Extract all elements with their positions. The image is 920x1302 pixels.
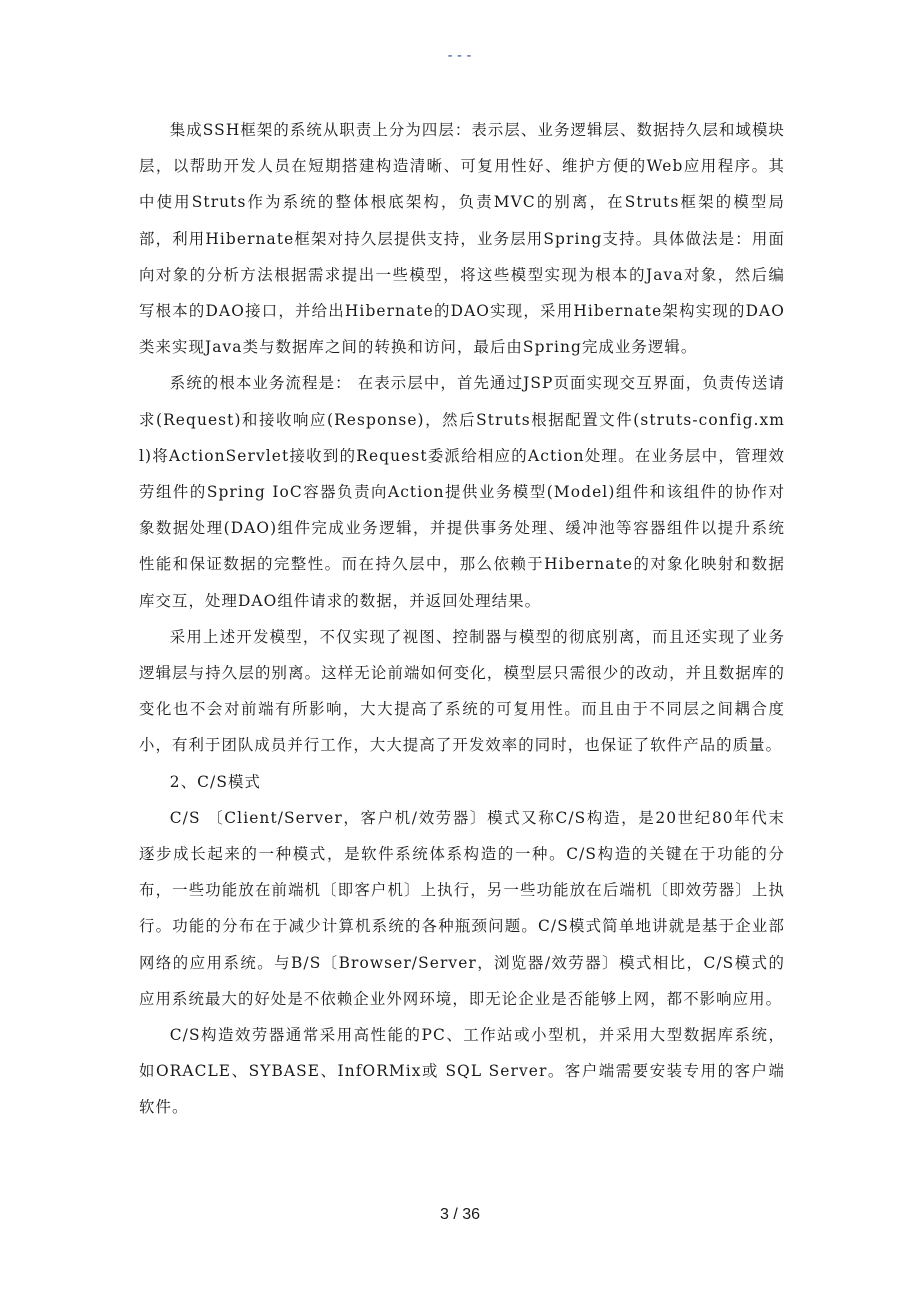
document-body: [139, 112, 785, 1126]
section-heading-cs-mode: 2、C/S模式: [169, 772, 261, 791]
paragraph-development-model: 采用上述开发模型，不仅实现了视图、控制器与模型的彻底别离，而且还实现了业务逻辑层与持久层的别离。这样无论前端如何变化，模型层只需很少的改动，并且数据库的变化也不会对前端有所影响，大大提高了系统的可复用性。而且由于不同层之间耦合度小，有利于团队成员并行工作，大大提高了开发效率的同时，也保证了软件产品的质量。: [139, 627, 785, 755]
paragraph-cs-server: C/S构造效劳器通常采用高性能的PC、工作站或小型机，并采用大型数据库系统，如ORACLE、SYBASE、InfORMix或 SQL Server。客户端需要安装专用的客户端软件。: [139, 1026, 785, 1117]
header-mark: ---: [445, 48, 475, 64]
page-number: 3 / 36: [439, 1206, 481, 1223]
paragraph-business-flow: 系统的根本业务流程是： 在表示层中，首先通过JSP页面实现交互界面，负责传送请求(Request)和接收响应(Response)，然后Struts根据配置文件(struts-config.xml)将ActionServlet接收到的Request委派给相应的Action处理。在业务层中，管理效劳组件的Spring IoC容器负责向Action提供业务模型(Model)组件和该组件的协作对象数据处理(DAO)组件完成业务逻辑，并提供事务处理、缓冲池等容器组件以提升系统性能和保证数据的完整性。而在持久层中，那么依赖于Hibernate的对象化映射和数据库交互，处理DAO组件请求的数据，并返回处理结果。: [139, 374, 785, 610]
paragraph-cs-definition: C/S 〔Client/Server，客户机/效劳器〕模式又称C/S构造，是20世纪80年代末逐步成长起来的一种模式，是软件系统体系构造的一种。C/S构造的关键在于功能的分布，一些功能放在前端机〔即客户机〕上执行，另一些功能放在后端机〔即效劳器〕上执行。功能的分布在于减少计算机系统的各种瓶颈问题。C/S模式简单地讲就是基于企业部网络的应用系统。与B/S〔Browser/Server，浏览器/效劳器〕模式相比，C/S模式的应用系统最大的好处是不依赖企业外网环境，即无论企业是否能够上网，都不影响应用。: [139, 808, 785, 1008]
paragraph-ssh-framework: 集成SSH框架的系统从职责上分为四层：表示层、业务逻辑层、数据持久层和域模块层，以帮助开发人员在短期搭建构造清晰、可复用性好、维护方便的Web应用程序。其中使用Struts作为系统的整体根底架构，负责MVC的别离，在Struts框架的模型局部，利用Hibernate框架对持久层提供支持，业务层用Spring支持。具体做法是：用面向对象的分析方法根据需求提出一些模型，将这些模型实现为根本的Java对象，然后编写根本的DAO接口，并给出Hibernate的DAO实现，采用Hibernate架构实现的DAO类来实现Java类与数据库之间的转换和访问，最后由Spring完成业务逻辑。: [139, 121, 785, 357]
